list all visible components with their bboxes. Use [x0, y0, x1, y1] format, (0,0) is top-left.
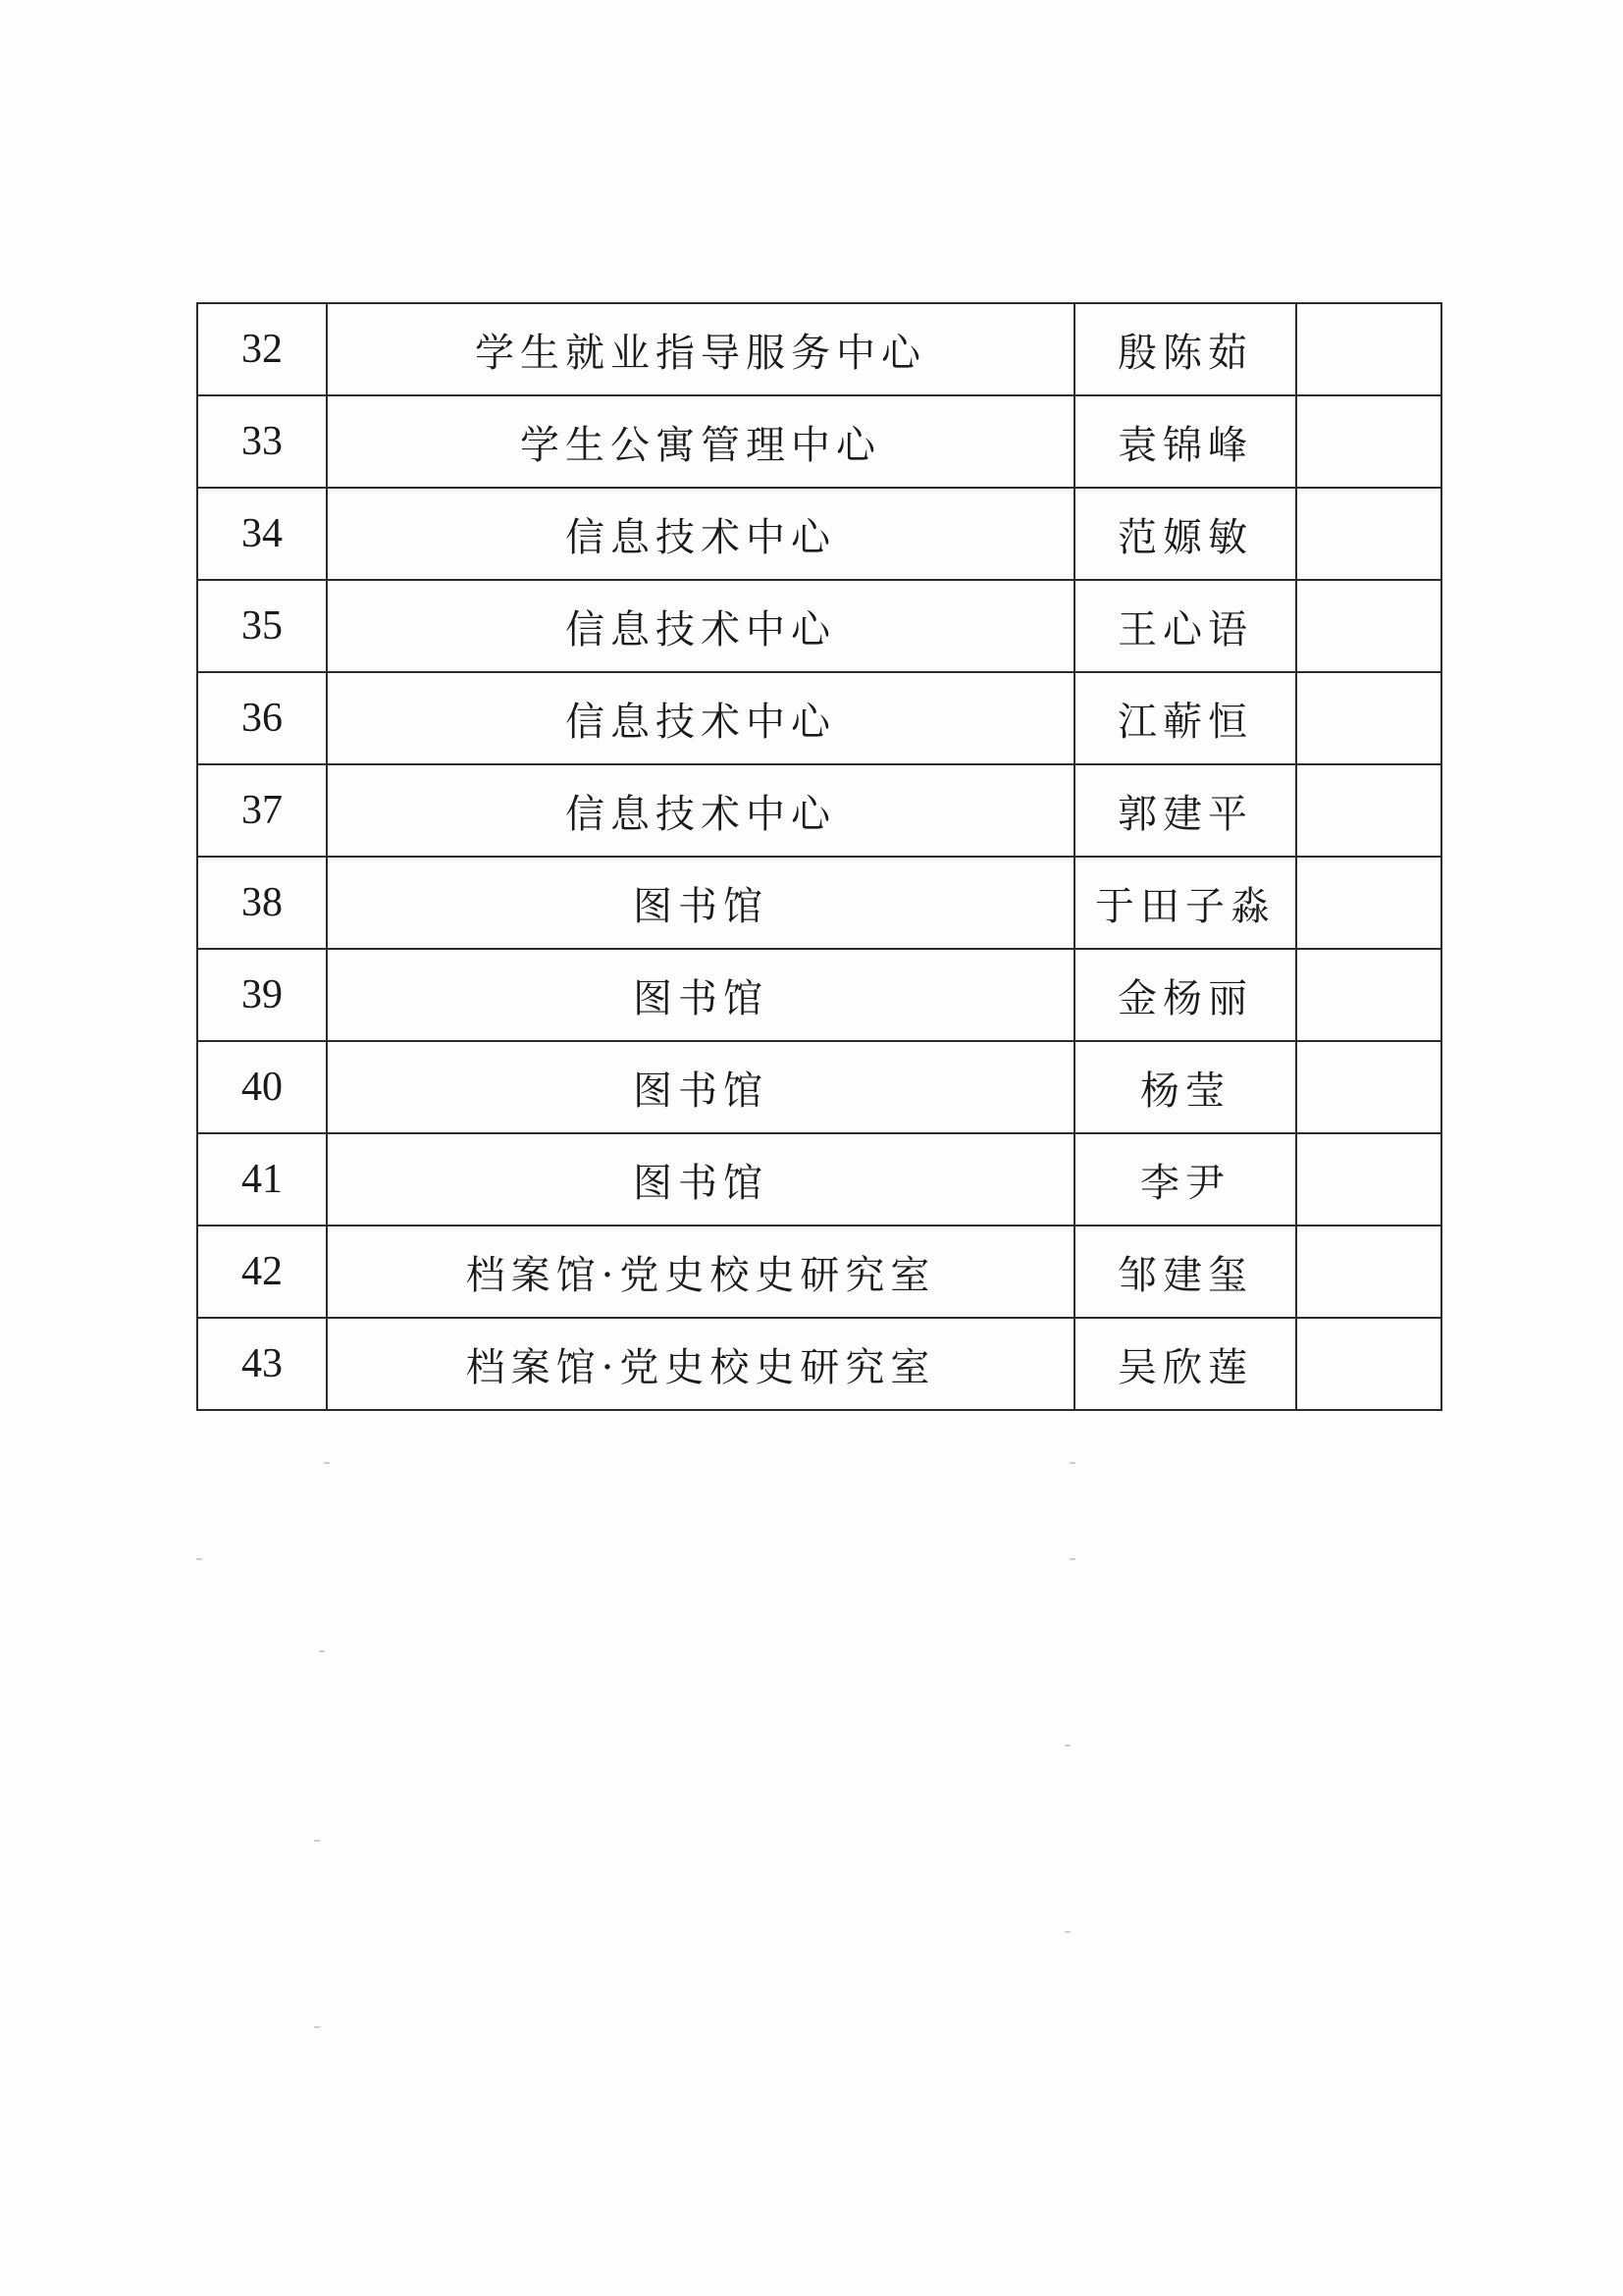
- table-row: [197, 764, 1441, 857]
- row-note: [1296, 303, 1441, 395]
- row-unit: 信息技术中心: [327, 672, 1074, 764]
- scan-mark: [314, 2026, 320, 2028]
- row-index: 41: [197, 1133, 327, 1226]
- table-row: [197, 949, 1441, 1041]
- row-index: 40: [197, 1041, 327, 1133]
- row-note: [1296, 764, 1441, 857]
- roster-table: [196, 302, 1442, 1411]
- scan-mark: [1070, 1462, 1075, 1464]
- row-index: 35: [197, 580, 327, 672]
- row-name: 郭建平: [1074, 764, 1296, 857]
- row-name: 邹建玺: [1074, 1226, 1296, 1318]
- row-note: [1296, 395, 1441, 488]
- row-name: 于田子淼: [1074, 857, 1296, 949]
- row-note: [1296, 1318, 1441, 1410]
- row-name: 江蕲恒: [1074, 672, 1296, 764]
- row-note: [1296, 1041, 1441, 1133]
- row-unit: 图书馆: [327, 1133, 1074, 1226]
- row-note: [1296, 488, 1441, 580]
- row-unit: 信息技术中心: [327, 488, 1074, 580]
- row-name: 殷陈茹: [1074, 303, 1296, 395]
- table-row: [197, 303, 1441, 395]
- row-unit: 学生公寓管理中心: [327, 395, 1074, 488]
- row-unit: 图书馆: [327, 857, 1074, 949]
- row-name: 李尹: [1074, 1133, 1296, 1226]
- scan-mark: [314, 1840, 320, 1842]
- row-index: 33: [197, 395, 327, 488]
- table-row: [197, 857, 1441, 949]
- row-unit: 学生就业指导服务中心: [327, 303, 1074, 395]
- scan-mark: [319, 1650, 325, 1652]
- table-row: [197, 1318, 1441, 1410]
- scan-mark: [1070, 1558, 1075, 1560]
- scan-mark: [1065, 1745, 1071, 1747]
- row-index: 38: [197, 857, 327, 949]
- row-index: 32: [197, 303, 327, 395]
- row-index: 42: [197, 1226, 327, 1318]
- row-index: 43: [197, 1318, 327, 1410]
- scan-mark: [196, 1558, 202, 1560]
- scan-mark: [1065, 1931, 1071, 1933]
- row-unit: 档案馆·党史校史研究室: [327, 1226, 1074, 1318]
- table-row: [197, 1226, 1441, 1318]
- row-note: [1296, 857, 1441, 949]
- row-note: [1296, 1133, 1441, 1226]
- table-row: [197, 395, 1441, 488]
- row-unit: 信息技术中心: [327, 580, 1074, 672]
- row-index: 37: [197, 764, 327, 857]
- row-index: 36: [197, 672, 327, 764]
- row-name: 王心语: [1074, 580, 1296, 672]
- row-unit: 档案馆·党史校史研究室: [327, 1318, 1074, 1410]
- table-row: [197, 1133, 1441, 1226]
- table-row: [197, 1041, 1441, 1133]
- row-unit: 图书馆: [327, 949, 1074, 1041]
- row-name: 金杨丽: [1074, 949, 1296, 1041]
- row-index: 39: [197, 949, 327, 1041]
- row-note: [1296, 580, 1441, 672]
- row-index: 34: [197, 488, 327, 580]
- row-name: 袁锦峰: [1074, 395, 1296, 488]
- row-unit: 图书馆: [327, 1041, 1074, 1133]
- row-unit: 信息技术中心: [327, 764, 1074, 857]
- row-name: 范嫄敏: [1074, 488, 1296, 580]
- row-name: 吴欣莲: [1074, 1318, 1296, 1410]
- table-row: [197, 488, 1441, 580]
- scan-mark: [324, 1462, 330, 1464]
- row-note: [1296, 672, 1441, 764]
- table-row: [197, 672, 1441, 764]
- row-note: [1296, 1226, 1441, 1318]
- row-note: [1296, 949, 1441, 1041]
- table-row: [197, 580, 1441, 672]
- row-name: 杨莹: [1074, 1041, 1296, 1133]
